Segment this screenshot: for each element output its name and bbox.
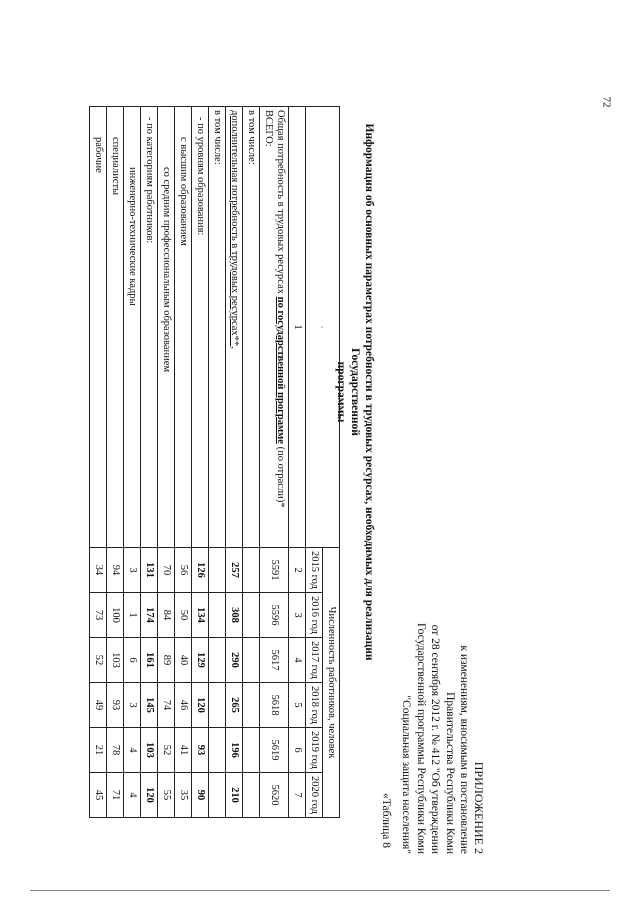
value-cell: 290: [226, 638, 243, 683]
column-number: 5: [289, 683, 306, 728]
value-cell: 4: [124, 773, 141, 818]
value-cell: 34: [90, 548, 107, 593]
value-cell: [243, 593, 260, 638]
table-row: [124, 107, 141, 818]
column-number: 7: [289, 773, 306, 818]
value-cell: [209, 728, 226, 773]
value-cell: 265: [226, 683, 243, 728]
table-row: [90, 107, 107, 818]
value-cell: [243, 638, 260, 683]
table-row: [141, 107, 158, 818]
row-label-part: ,: [229, 346, 240, 349]
row-label-part: Общая потребность в трудовых ресурсах: [275, 110, 286, 297]
row-label-total: [260, 107, 289, 548]
table-header-row: [323, 107, 340, 818]
value-cell: 35: [175, 773, 192, 818]
value-cell: 55: [158, 773, 175, 818]
value-cell: 49: [90, 683, 107, 728]
value-cell: [209, 548, 226, 593]
row-label: рабочие: [90, 107, 107, 548]
column-number: 4: [289, 638, 306, 683]
value-cell: 131: [141, 548, 158, 593]
value-cell: 129: [192, 638, 209, 683]
value-cell: 94: [107, 548, 124, 593]
row-label: со средним профессиональным образованием: [158, 107, 175, 548]
value-cell: 257: [226, 548, 243, 593]
row-label: в том числе:: [243, 107, 260, 548]
appendix-line: от 28 сентября 2012 г. № 412 "Об утверждении: [429, 624, 442, 854]
table-row: [175, 107, 192, 818]
column-number-row: [289, 107, 306, 818]
appendix-line: "Социальная защита населения": [400, 695, 413, 854]
row-label: - по уровням образования:: [192, 107, 209, 548]
value-cell: 161: [141, 638, 158, 683]
row-label: инженерно-технические кадры: [124, 107, 141, 548]
value-cell: [243, 683, 260, 728]
year-header: 2018 год: [306, 683, 323, 728]
row-label: - по категориям работников:: [141, 107, 158, 548]
document-title-line: Информация об основных параметрах потребности в трудовых ресурсах, необходимых для реализации Государственной: [349, 123, 375, 661]
workforce-table: [89, 106, 340, 818]
value-cell: 90: [192, 773, 209, 818]
value-cell: 210: [226, 773, 243, 818]
row-label-additional: [226, 107, 243, 548]
value-cell: 145: [141, 683, 158, 728]
value-cell: 45: [90, 773, 107, 818]
value-cell: 52: [158, 728, 175, 773]
value-cell: 174: [141, 593, 158, 638]
table-tag: «Таблица 8: [380, 793, 392, 848]
value-cell: 21: [90, 728, 107, 773]
value-cell: 6: [124, 638, 141, 683]
value-cell: 71: [107, 773, 124, 818]
year-header: 2016 год: [306, 593, 323, 638]
value-cell: 56: [175, 548, 192, 593]
value-cell: 5620: [260, 773, 289, 818]
year-header: 2015 год: [306, 548, 323, 593]
value-cell: [209, 593, 226, 638]
value-cell: [243, 548, 260, 593]
row-label: в том числе:: [209, 107, 226, 548]
appendix-line: Государственной программы Республики Коми: [415, 622, 427, 854]
value-cell: 3: [124, 683, 141, 728]
value-cell: [209, 638, 226, 683]
value-cell: 103: [107, 638, 124, 683]
value-cell: 5618: [260, 683, 289, 728]
value-cell: 120: [141, 773, 158, 818]
value-cell: [209, 773, 226, 818]
value-cell: 4: [124, 728, 141, 773]
value-cell: 41: [175, 728, 192, 773]
value-cell: 70: [158, 548, 175, 593]
row-label-underlined: дополнительная потребность в трудовых ресурсах**: [229, 110, 240, 347]
column-number: 1: [289, 107, 306, 548]
table-row: [209, 107, 226, 818]
appendix-line: к изменениям, вносимым в постановление: [458, 645, 471, 854]
value-cell: 73: [90, 593, 107, 638]
table-row: [226, 107, 243, 818]
value-cell: 78: [107, 728, 124, 773]
value-cell: 120: [192, 683, 209, 728]
value-cell: 40: [175, 638, 192, 683]
year-header: 2017 год: [306, 638, 323, 683]
column-number: 3: [289, 593, 306, 638]
row-label: с высшим образованием: [175, 107, 192, 548]
row-label: специалисты: [107, 107, 124, 548]
value-cell: 50: [175, 593, 192, 638]
value-cell: 46: [175, 683, 192, 728]
scan-edge-line: [30, 890, 610, 891]
value-cell: 52: [90, 638, 107, 683]
header-corner-cell: ·: [306, 107, 340, 548]
year-header: 2019 год: [306, 728, 323, 773]
rotated-sheet: [93, 22, 510, 882]
row-label-underlined: по государственной программе: [275, 296, 286, 444]
value-cell: 196: [226, 728, 243, 773]
value-cell: 308: [226, 593, 243, 638]
table-row: [243, 107, 260, 818]
appendix-line: Правительства Республики Коми: [444, 692, 456, 854]
row-label-part: (по отрасли)* ВСЕГО:: [263, 110, 286, 508]
year-header: 2020 год: [306, 773, 323, 818]
value-cell: 5591: [260, 548, 289, 593]
value-cell: 5596: [260, 593, 289, 638]
value-cell: 1: [124, 593, 141, 638]
value-cell: 100: [107, 593, 124, 638]
group-header: Численность работников, человек: [323, 548, 340, 818]
value-cell: 126: [192, 548, 209, 593]
table-row: [192, 107, 209, 818]
appendix-title: ПРИЛОЖЕНИЕ 2: [472, 761, 486, 854]
value-cell: 93: [192, 728, 209, 773]
value-cell: 5619: [260, 728, 289, 773]
document-title-line: программы: [335, 361, 347, 423]
value-cell: 84: [158, 593, 175, 638]
table-row: [158, 107, 175, 818]
appendix-block: [399, 623, 486, 854]
value-cell: 3: [124, 548, 141, 593]
value-cell: [243, 773, 260, 818]
value-cell: 74: [158, 683, 175, 728]
value-cell: [243, 728, 260, 773]
value-cell: 89: [158, 638, 175, 683]
table-row: [260, 107, 289, 818]
table-row: [107, 107, 124, 818]
column-number: 2: [289, 548, 306, 593]
value-cell: 103: [141, 728, 158, 773]
value-cell: 93: [107, 683, 124, 728]
column-number: 6: [289, 728, 306, 773]
value-cell: [209, 683, 226, 728]
document-title: [334, 112, 376, 672]
value-cell: 5617: [260, 638, 289, 683]
value-cell: 134: [192, 593, 209, 638]
page-number: 72: [600, 96, 613, 108]
